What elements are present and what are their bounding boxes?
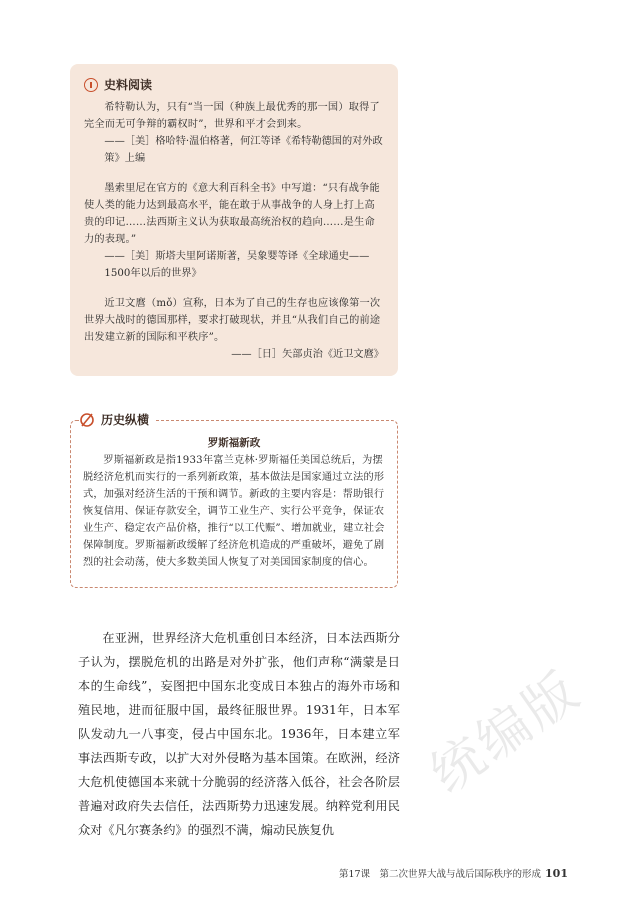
history-panorama-box <box>70 413 398 588</box>
quote-source: ——［日］矢部贞治《近卫文麿》 <box>231 349 384 360</box>
info-icon <box>84 78 98 92</box>
historical-reading-box <box>70 64 398 376</box>
quote-source: ——［美］斯塔夫里阿诺斯著，吴象婴等译《全球通史——1500年以后的世界》 <box>104 251 370 279</box>
box-header <box>79 411 155 428</box>
box-subtitle: 罗斯福新政 <box>207 437 261 449</box>
history-panorama-icon <box>79 412 95 428</box>
quote-source: ——［美］格哈特·温伯格著，何江等译《希特勒德国的对外政策》上编 <box>104 136 383 164</box>
new-deal-text: 罗斯福新政是指1933年富兰克林·罗斯福任美国总统后，为摆脱经济危机而实行的一系列新政策，基本做法是国家通过立法的形式，加强对经济生活的干预和调节。新政的主要内容是：帮助银行恢复信用、保证存款安全，调节工业生产、实行公平竞争，保证农业生产、稳定农产品价格，推行“以工代赈”、增加就业，建立社会保障制度。罗斯福新政缓解了经济危机造成的严重破坏，避免了剧烈的社会动荡，使大多数美国人恢复了对美国国家制度的信心。 <box>83 455 385 568</box>
quote-mussolini: 墨索里尼在官方的《意大利百科全书》中写道：“只有战争能使人类的能力达到最高水平，能在敢于从事战争的人身上打上高贵的印记……法西斯主义认为获取最高统治权的趋向……是生命力的表现。” <box>84 183 380 245</box>
main-text <box>78 626 400 842</box>
page-footer <box>318 866 568 880</box>
quote-hitler: 希特勒认为，只有“当一国（种族上最优秀的那一国）取得了完全而无可争辩的霸权时”，世界和平才会到来。 <box>84 102 380 130</box>
box-header <box>84 76 384 93</box>
main-paragraph: 在亚洲，世界经济大危机重创日本经济，日本法西斯分子认为，摆脱危机的出路是对外扩张，他们声称“满蒙是日本的生命线”，妄图把中国东北变成日本独占的海外市场和殖民地，进而征服中国，最终征服世界。1931年，日本军队发动九一八事变，侵占中国东北。1936年，日本建立军事法西斯专政，以扩大对外侵略为基本国策。在欧洲，经济大危机使德国本来就十分脆弱的经济落入低谷，社会各阶层普遍对政府失去信任，法西斯势力迅速发展。纳粹党利用民众对《凡尔赛条约》的强烈不满，煽动民族复仇 <box>78 631 400 837</box>
page-number: 101 <box>545 867 568 880</box>
box-title: 史料阅读 <box>104 78 153 92</box>
quote-konoe: 近卫文麿（mǒ）宣称，日本为了自己的生存也应该像第一次世界大战时的德国那样，要求打破现状，并且“从我们自己的前途出发建立新的国际和平秩序”。 <box>84 298 381 343</box>
box-title: 历史纵横 <box>101 413 150 427</box>
watermark: 统编版 <box>420 659 593 806</box>
lesson-title: 第17课 第二次世界大战与战后国际秩序的形成 <box>338 869 542 880</box>
